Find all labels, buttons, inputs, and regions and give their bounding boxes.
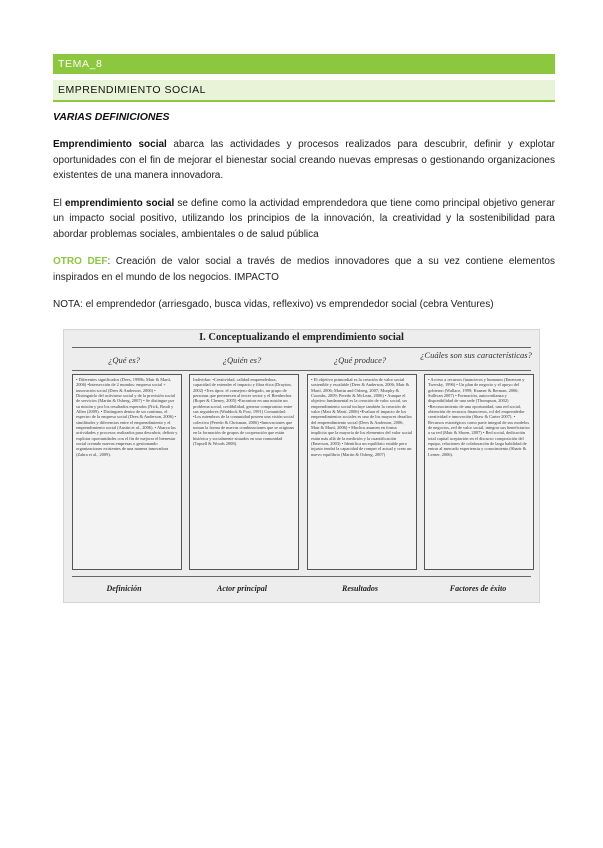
paragraph-1-text: abarca las actividades y procesos realizados para descubrir, definir y explotar oportunidades con el fin de mejorar el bienestar social creando nuevas empresas o gestionando organizaciones existentes de una manera innovadora. bbox=[53, 139, 555, 181]
column-footer-definicion: Definición bbox=[106, 584, 142, 593]
paragraph-1 bbox=[53, 137, 555, 184]
column-text-definicion: • Diferentes significados (Dees, 1998b; Mair & Martí, 2006) •Intersección de 2 mundos: empresa social + innovación social (Dees & Anderson, 2006) • Distinguirlo del activismo social y de la provisión social de servicios (Martin & Osberg, 2007) • Se distingue por su misión y por los resultados esperados (Nick, Brudi y Allen (2009). • Distinguen dentro de un continuo, el espectro de la empresa social (Dees & Anderson, 2006) • similitudes y diferencias entre el emprendimiento y el emprendimiento social (Austin et al., 2006). • Abarca las actividades y procesos realizados para descubrir, definir y explotar oportunidades con el fin de mejorar el bienestar social creando nuevas empresas o gestionando organizaciones existentes de una manera innovadora (Zahra et al., 2009). bbox=[76, 377, 178, 457]
column-header-caracteristicas: ¿Cuáles son sus características? bbox=[420, 350, 532, 360]
paragraph-3 bbox=[53, 254, 555, 285]
column-box-resultados bbox=[307, 374, 417, 570]
figure-top-rule bbox=[72, 347, 531, 348]
concept-table-figure bbox=[63, 329, 540, 603]
column-box-definicion bbox=[72, 374, 182, 570]
column-box-actor bbox=[189, 374, 299, 570]
column-footer-actor: Actor principal bbox=[216, 584, 267, 593]
subheading: VARIAS DEFINICIONES bbox=[53, 111, 170, 123]
note-paragraph: NOTA: el emprendedor (arriesgado, busca vidas, reflexivo) vs emprendedor social (cebra Ventures) bbox=[53, 299, 494, 310]
column-text-resultados: • El objetivo primordial es la creación de valor social sostenible y escalable (Dees & Anderson, 2006; Mair & Martí, 2006; Martin and Osberg, 2007; Murphy & Coombs, 2009; Peredo & McLean, 2006) • Aunque el objetivo fundamental es la creación de valor social, un emprendimiento social incluye también la creación de valor (Mair & Martí, 2006) •Evaluar el impacto de los emprendimientos sociales es uno de los mayores desafíos del emprendimiento social (Dees & Anderson, 2006; Mair & Martí, 2006) • Muchos asumen en forma implícita que la mayoría de los elementos del valor social están más allá de la medición y la cuantificación (Emerson, 2003) • Identifica un equilibrio estable pero injusto tendrá la capacidad de romper el actual y crear un nuevo equilibrio (Martin & Osberg, 2007) bbox=[311, 377, 413, 457]
paragraph-2 bbox=[53, 196, 555, 243]
column-footer-factores: Factores de éxito bbox=[449, 584, 507, 593]
column-header-que-produce: ¿Qué produce? bbox=[333, 355, 387, 365]
topic-bar: TEMA_8 bbox=[53, 54, 555, 74]
column-text-factores: • Acceso a recursos financieros y humanos (Emerson y Twersky, 1996) • Un plan de negocio y el apoyo del gobierno (Wallace, 1999; Kramer & Berman, 2006; Sullivan 2007) • Formación, autoconfianza y disponibilidad de una sede (Thompson, 2002) •Reconocimiento de una oportunidad, una red social, obtención de recursos financieros, rol del emprendedor creatividad e innovación (Shaw & Carter 2007). • Recursos estratégicos como parte integral de sus modelos de negocios, red de valor social, integrar sus beneficiarios a su red (Mair & Shoen, 2007) • Red social, dedicación total capital aceptación en el discurso composición del equipo, relaciones de colaboración de larga habilidad de entrar al mercado experiencia y conocimiento (Sharir & Lerner, 2006). bbox=[428, 377, 530, 457]
paragraph-2-lead: El bbox=[53, 197, 65, 209]
column-header-quien-es: ¿Quién es? bbox=[222, 355, 262, 365]
column-box-factores bbox=[424, 374, 534, 570]
figure-footer-rule bbox=[72, 576, 531, 577]
other-def-label: OTRO DEF bbox=[53, 256, 108, 267]
paragraph-1-bold: Emprendimiento social bbox=[53, 139, 167, 150]
paragraph-2-bold: emprendimiento social bbox=[65, 197, 175, 209]
section-bar: EMPRENDIMIENTO SOCIAL bbox=[53, 80, 555, 102]
column-header-que-es: ¿Qué es? bbox=[108, 355, 140, 365]
paragraph-3-text: : Creación de valor social a través de medios innovadores que a su vez contiene elementos inspirados en el mundo de los negocios. IMPACTO bbox=[53, 256, 555, 283]
figure-header-rule bbox=[72, 370, 531, 371]
paragraph-2-text: se define como la actividad emprendedora que tiene como principal objetivo generar un impacto social positivo, utilizando los principios de la innovación, la creatividad y la sostenibilidad para abordar problemas sociales, ambientales o de salud pública bbox=[53, 197, 556, 240]
figure-title: I. Conceptualizando el emprendimiento social bbox=[199, 332, 404, 343]
document-page bbox=[53, 54, 555, 313]
column-footer-resultados: Resultados bbox=[341, 584, 378, 593]
column-text-actor: Individuo: •Creatividad, calidad emprendedora, capacidad de extender el impacto y fibra ética (Drayton, 2002) •Tres tipos: el consejero delegado, un grupo de personas que pertenecen al tercer sector y el Bienhechor (Roper & Cheney, 2005) •Encontrar en una misión un problema social, credibilidad, generar compromiso entre sus seguidores (Waddock & Post, 1991) Comunidad: •Los miembros de la comunidad poseen una visión social colectiva (Peredo & Chrisman, 2006) •Innovaciones que toman la forma de nuevas combinaciones que se originan en la formación de grupos de cooperación que están histórica y socialmente situados en una comunidad (Tapsell & Woods 2008). bbox=[193, 377, 294, 447]
